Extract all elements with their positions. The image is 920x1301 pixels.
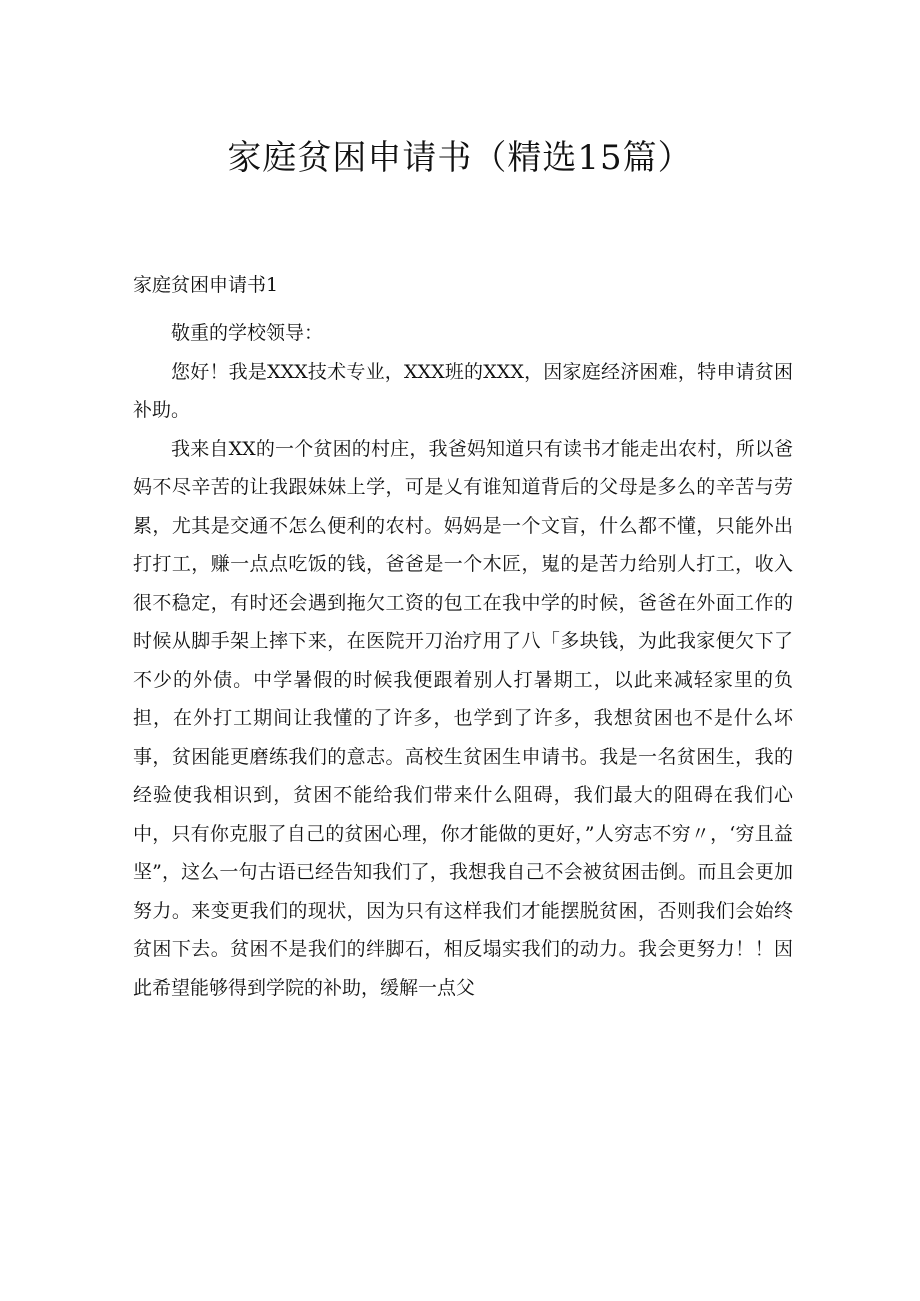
paragraph-greeting: 您好！我是XXX技术专业，XXX班的XXX，因家庭经济困难，特申请贫困补助。 [133,360,793,421]
document-title: 家庭贫困申请书（精选15篇） [227,138,693,178]
paragraph-main: 我来自XX的一个贫困的村庄，我爸妈知道只有读书才能走出农村，所以爸妈不尽辛苦的让我跟妹妹上学，可是乂有谁知道背后的父母是多么的辛苦与劳累，尤其是交通不怎么便利的农村。妈妈是一个文盲，什么都不懂，只能外出打打工，赚一点点吃饭的钱，爸爸是一个木匠，嵬的是苦力给别人打工，收入很不稳定，有时还会遇到拖欠工资的包工在我中学的时候，爸爸在外面工作的时候从脚手架上摔下来，在医院开刀治疗用了八「多块钱，为此我家便欠下了不少的外债。中学暑假的时候我便跟着别人打暑期工，以此来减轻家里的负担，在外打工期间让我懂的了许多，也学到了许多，我想贫困也不是什么坏事，贫困能更磨练我们的意志。高校生贫困生申请书。我是一名贫困生，我的经验使我相识到，贫困不能给我们带来什么阻碍，我们最大的阻碍在我们心中，只有你克服了自己的贫困心理，你才能做的更好，”人穷志不穷〃，‘穷且益坚”，这么一句古语已经告知我们了，我想我自己不会被贫困击倒。而且会更加努力。来变更我们的现状，因为只有这样我们才能摆脱贫困，否则我们会始终贫困下去。贫困不是我们的绊脚石，相反塌实我们的动力。我会更努力！！因此希望能够得到学院的补助，缓解一点父 [133,437,793,999]
section-heading: 家庭贫困申请书1 [133,274,279,296]
letter-body [133,314,793,1007]
salutation: 敬重的学校领导： [171,322,324,344]
